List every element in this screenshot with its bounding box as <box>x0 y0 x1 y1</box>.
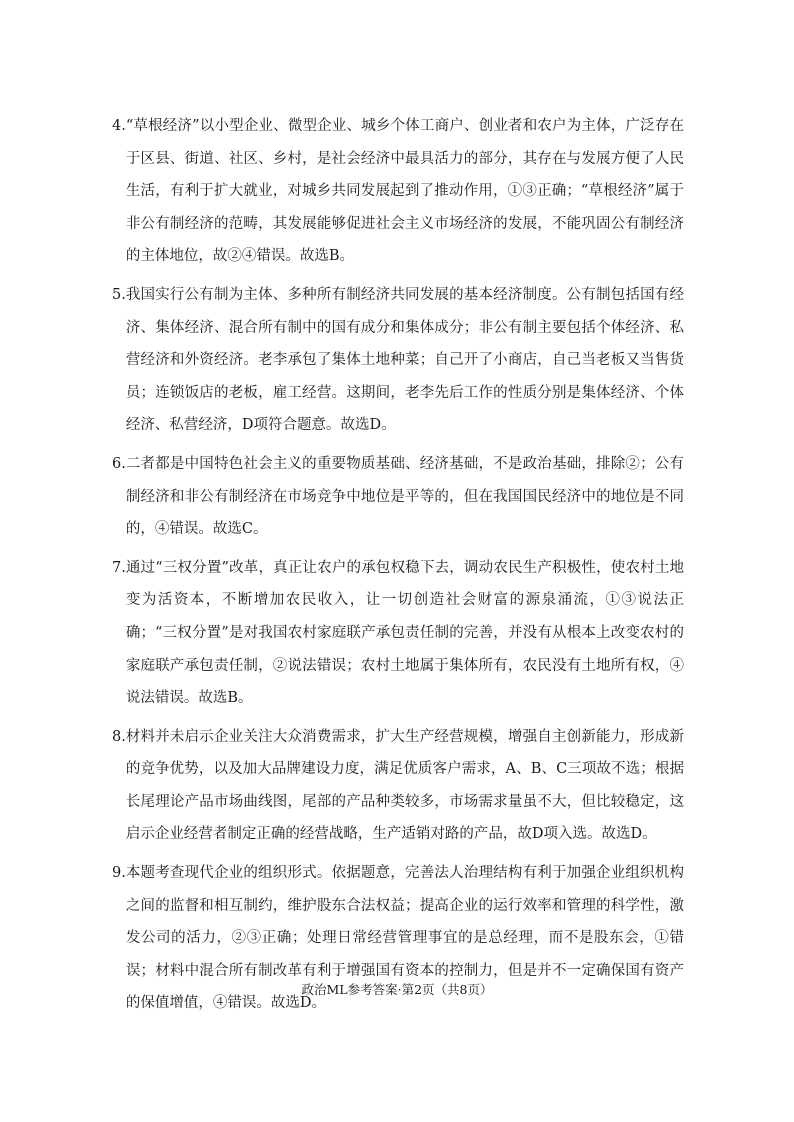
answer-item-7 <box>112 552 684 715</box>
answer-list <box>112 110 684 1026</box>
answer-item-5 <box>112 279 684 442</box>
answer-text: 二者都是中国特色社会主义的重要物质基础、经济基础，不是政治基础，排除②；公有制经济和非公有制经济在市场竞争中地位是平等的，但在我国国民经济中的地位是不同的，④错误。故选C。 <box>125 455 684 538</box>
answer-text: 材料并未启示企业关注大众消费需求，扩大生产经营规模，增强自主创新能力，形成新的竞争优势，以及加大品牌建设力度，满足优质客户需求，A、B、C三项故不选；根据长尾理论产品市场曲线图，尾部的产品种类较多，市场需求量虽不大，但比较稳定，这启示企业经营者制定正确的经营战略，生产适销对路的产品，故D项入选。故选D。 <box>125 728 684 843</box>
answer-number: 8. <box>112 728 126 745</box>
answer-number: 5. <box>112 286 126 303</box>
answer-number: 4. <box>112 118 126 134</box>
answer-text: “草根经济”以小型企业、微型企业、城乡个体工商户、创业者和农户为主体，广泛存在于区县、街道、社区、乡村，是社会经济中最具活力的部分，其存在与发展方便了人民生活，有利于扩大就业，对城乡共同发展起到了推动作用，①③正确；“草根经济”属于非公有制经济的范畴，其发展能够促进社会主义市场经济的发展，不能巩固公有制经济的主体地位，故②④错误。故选B。 <box>125 118 684 265</box>
answer-text: 本题考查现代企业的组织形式。依据题意，完善法人治理结构有利于加强企业组织机构之间的监督和相互制约，维护股东合法权益；提高企业的运行效率和管理的科学性，激发公司的活力，②③正确；处理日常经营管理事宜的是总经理，而不是股东会，①错误；材料中混合所有制改革有利于增强国有资本的控制力，但是并不一定确保国有资产的保值增值，④错误。故选D。 <box>125 865 684 1012</box>
answer-number: 7. <box>112 559 126 576</box>
answer-number: 6. <box>112 455 126 472</box>
answer-text: 通过“三权分置”改革，真正让农户的承包权稳下去，调动农民生产积极性，使农村土地变为活资本，不断增加农民收入，让一切创造社会财富的源泉涌流，①③说法正确；“三权分置”是对我国农村家庭联产承包责任制的完善，并没有从根本上改变农村的家庭联产承包责任制，②说法错误；农村土地属于集体所有，农民没有土地所有权，④说法错误。故选B。 <box>125 559 684 707</box>
page-footer: 政治ML参考答案·第2页（共8页） <box>301 982 493 997</box>
answer-text: 我国实行公有制为主体、多种所有制经济共同发展的基本经济制度。公有制包括国有经济、集体经济、混合所有制中的国有成分和集体成分；非公有制主要包括个体经济、私营经济和外资经济。老李承包了集体土地种菜；自己开了小商店，自己当老板又当售货员；连锁饭店的老板，雇工经营。这期间，老李先后工作的性质分别是集体经济、个体经济、私营经济，D项符合题意。故选D。 <box>125 286 684 434</box>
answer-item-4 <box>112 110 684 273</box>
answer-number: 9. <box>112 865 126 882</box>
answer-item-6 <box>112 448 684 546</box>
answer-item-8 <box>112 721 684 851</box>
